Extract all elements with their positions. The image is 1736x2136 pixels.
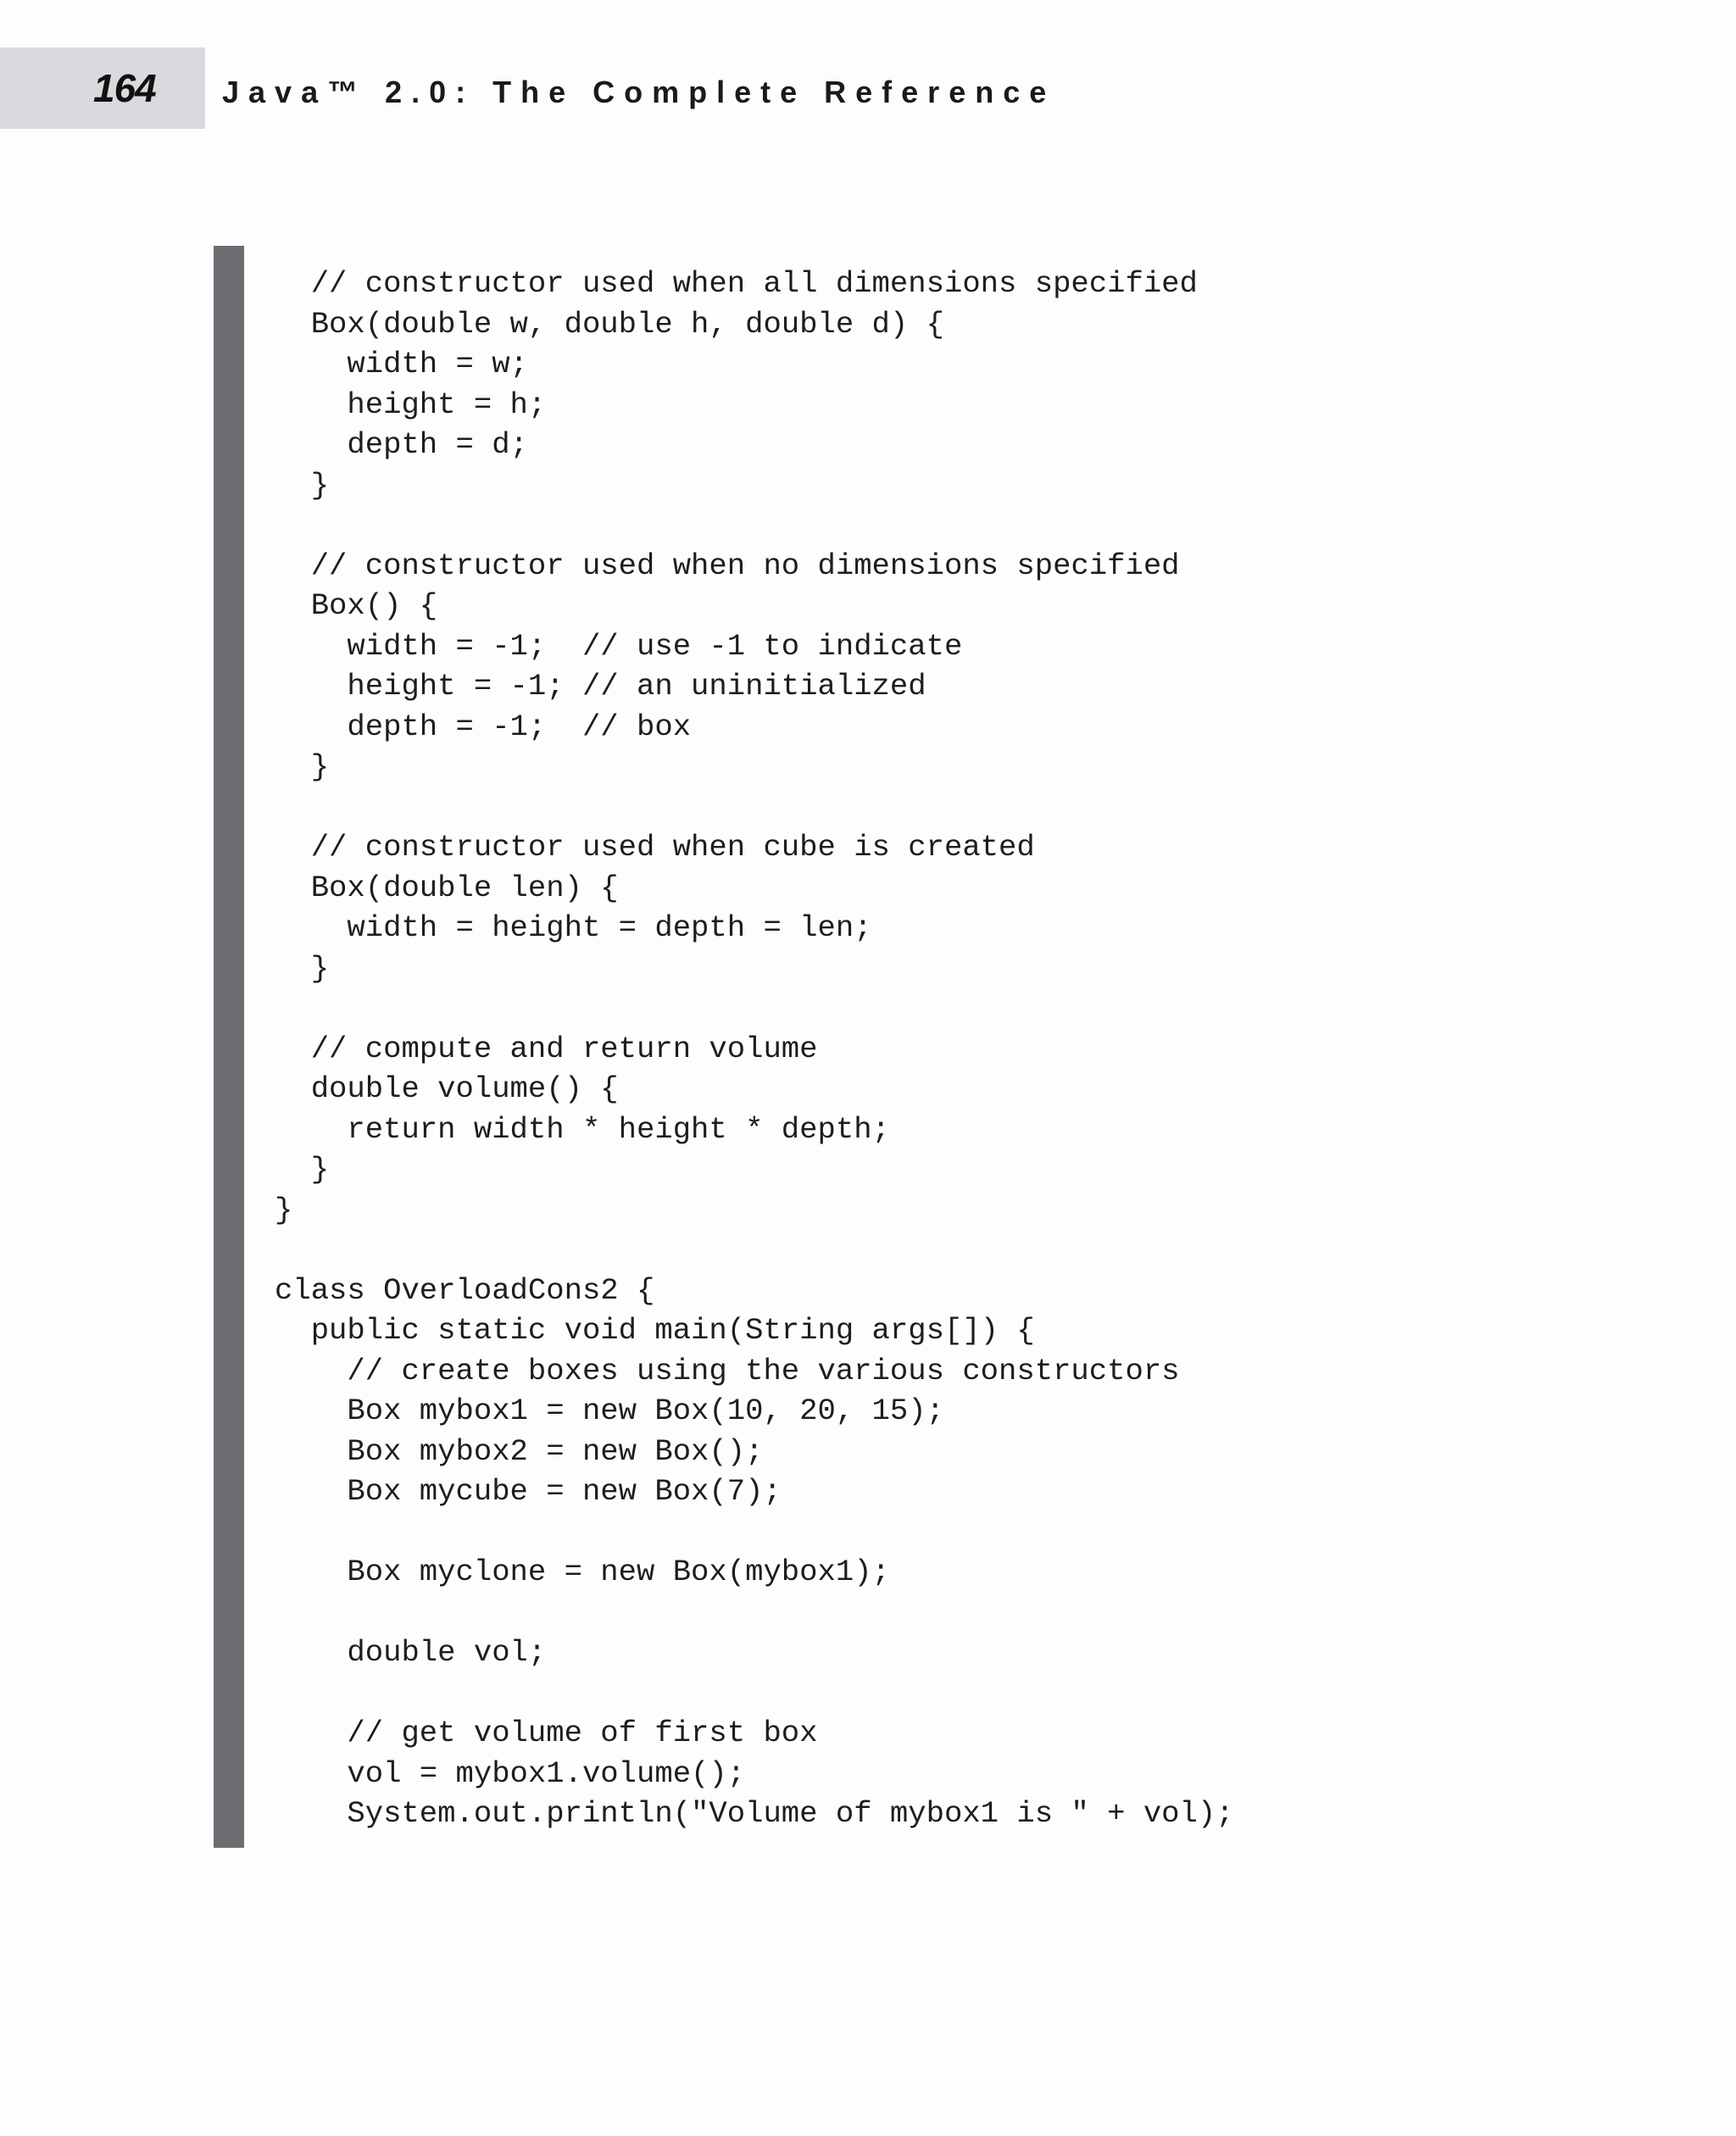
code-line: public static void main(String args[]) { — [275, 1313, 1035, 1348]
code-line: width = height = depth = len; — [275, 910, 872, 945]
code-line: System.out.println("Volume of mybox1 is " + vol); — [275, 1796, 1234, 1831]
code-line: width = w; — [275, 347, 528, 381]
code-line: double volume() { — [275, 1071, 619, 1106]
code-line: } — [275, 467, 330, 503]
code-line — [275, 1593, 1234, 1633]
code-line — [275, 1230, 1234, 1271]
code-line: Box(double w, double h, double d) { — [275, 306, 944, 342]
code-line: depth = d; — [275, 427, 528, 462]
code-line: } — [275, 749, 330, 784]
code-line: Box mybox2 = new Box(); — [275, 1433, 764, 1469]
code-listing — [275, 264, 1234, 1834]
code-line — [275, 1673, 1234, 1714]
code-line: } — [275, 1152, 330, 1187]
code-line: Box() { — [275, 588, 438, 623]
code-line: // get volume of first box — [275, 1716, 818, 1750]
code-line: // constructor used when no dimensions specified — [275, 548, 1180, 583]
code-line: Box mybox1 = new Box(10, 20, 15); — [275, 1393, 944, 1428]
code-line: double vol; — [275, 1635, 547, 1670]
code-line: Box mycube = new Box(7); — [275, 1474, 782, 1509]
code-line: Box myclone = new Box(mybox1); — [275, 1555, 890, 1589]
code-line: return width * height * depth; — [275, 1111, 890, 1147]
code-line — [275, 1512, 1234, 1553]
code-line: // compute and return volume — [275, 1031, 818, 1066]
code-line: } — [275, 1192, 293, 1227]
code-line: Box(double len) { — [275, 870, 619, 905]
code-line: vol = mybox1.volume(); — [275, 1755, 746, 1791]
code-listing-bar — [214, 246, 244, 1848]
code-line — [275, 787, 1234, 828]
code-line: class OverloadCons2 { — [275, 1272, 655, 1308]
code-line: width = -1; // use -1 to indicate — [275, 628, 963, 664]
page-number: 164 — [93, 66, 156, 110]
code-line: } — [275, 950, 330, 986]
code-line: height = -1; // an uninitialized — [275, 669, 926, 704]
code-line: depth = -1; // box — [275, 709, 692, 744]
code-line — [275, 988, 1234, 1029]
code-line — [275, 505, 1234, 546]
code-line: // constructor used when cube is created — [275, 830, 1035, 865]
code-line: // create boxes using the various constructors — [275, 1353, 1180, 1388]
code-line: // constructor used when all dimensions specified — [275, 266, 1198, 301]
code-line: height = h; — [275, 387, 547, 422]
running-title: Java™ 2.0: The Complete Reference — [222, 75, 1056, 109]
